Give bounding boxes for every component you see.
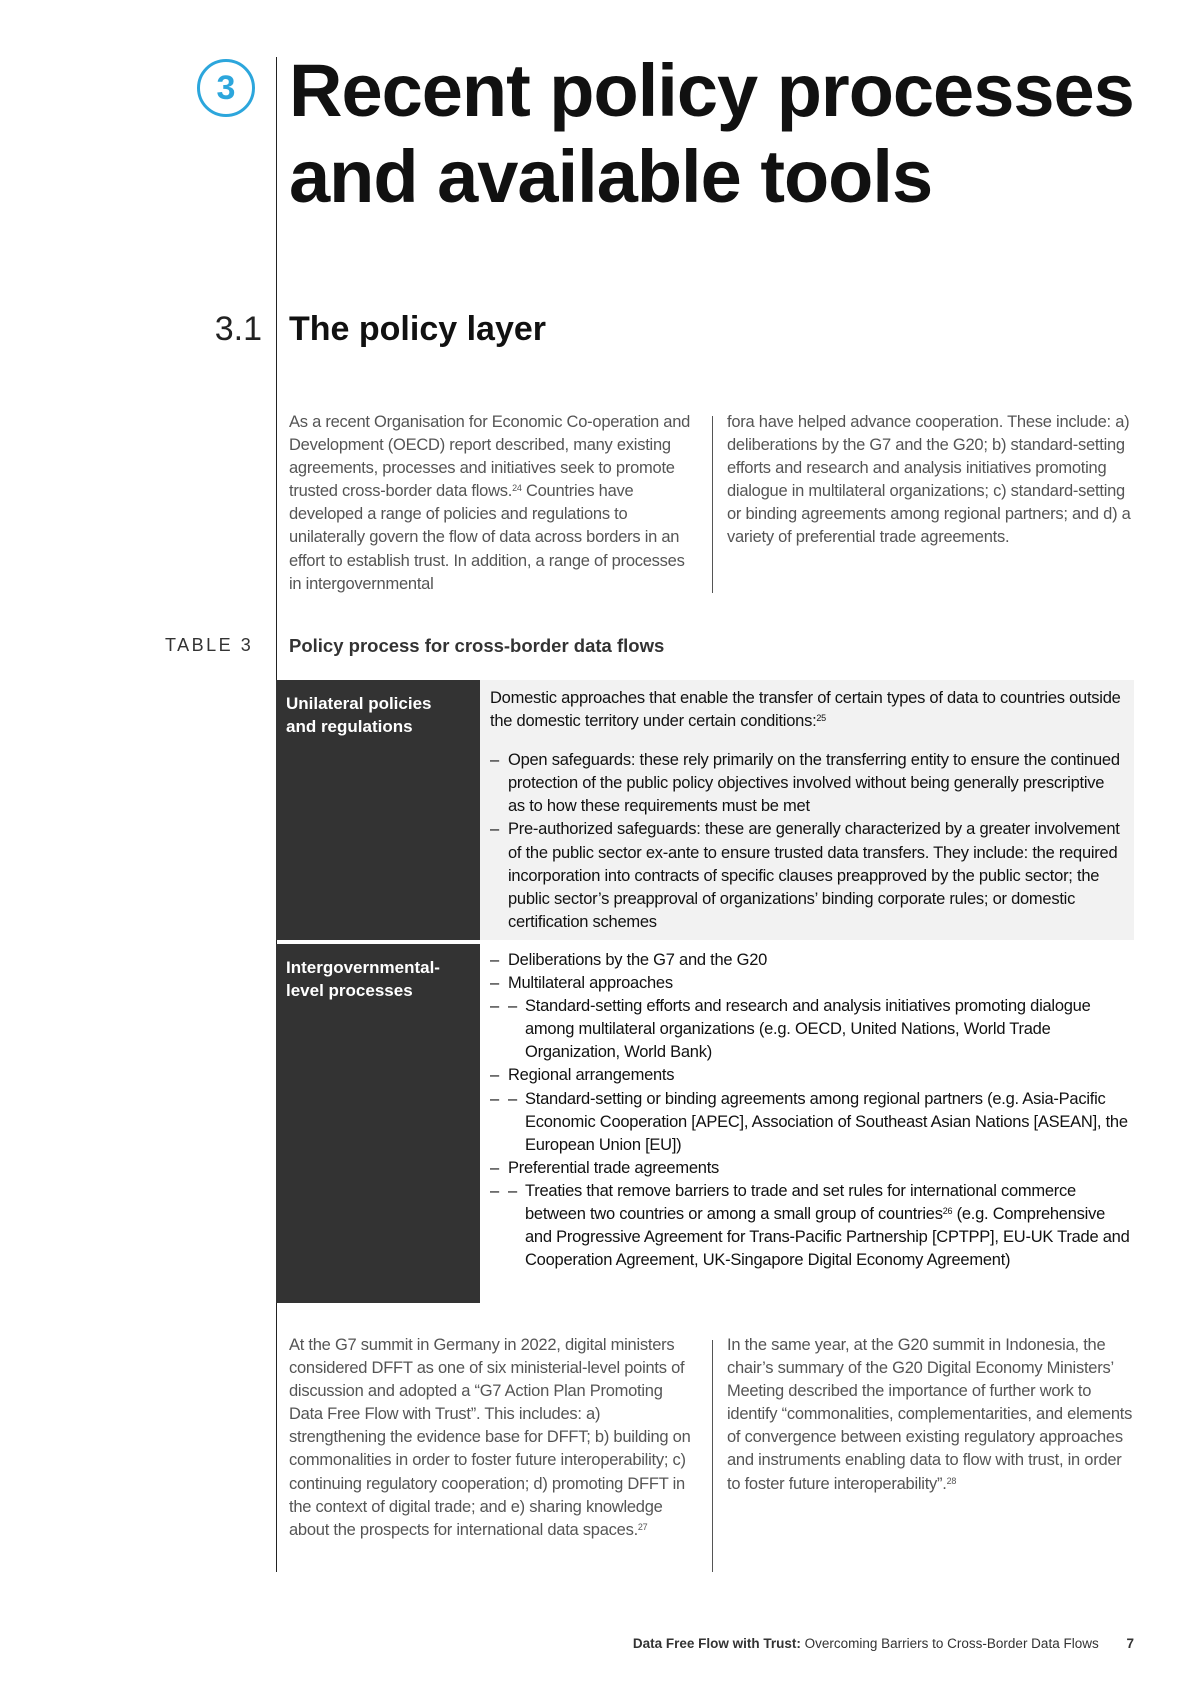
- intro-paragraph-right: fora have helped advance cooperation. These include: a) deliberations by the G7 and the G20; b) standard-setting efforts and research and analysis initiatives promoting dialogue in multilateral organizations; c) standard-setting or binding agreements among regional partners; and d) a variety of preferential trade agreements.: [727, 413, 1131, 547]
- column-divider: [712, 1340, 713, 1572]
- sub-list-wrapper: [490, 1180, 1130, 1272]
- list-item: – – Standard-setting efforts and research and analysis initiatives promoting dialogue among multilateral organizations (e.g. OECD, United Nations, World Trade Organization, World Bank): [508, 995, 1130, 1064]
- list-item: – Open safeguards: these rely primarily on the transferring entity to ensure the continued protection of the public policy objectives involved without being generally prescriptive as to how these requirements must be met: [490, 749, 1125, 818]
- table-label: TABLE 3: [165, 635, 254, 655]
- sub-list-wrapper: [490, 995, 1130, 1064]
- list-item: – Regional arrangements: [490, 1064, 1130, 1087]
- sub-bullet-list: [508, 1180, 1130, 1272]
- list-item-text: (e.g. Comprehensive and Progressive Agreement for Trans-Pacific Partnership [CPTPP], EU-UK Trade and Cooperation Agreement, UK-Singapore Digital Economy Agreement): [525, 1205, 1130, 1270]
- table-title: Policy process for cross-border data flows: [289, 635, 665, 656]
- intro-left-text-a: As a recent Organisation for Economic Co-operation and Development (OECD) report described, many existing agreements, processes and initiatives seek to promote trusted cross-border data flows.: [289, 413, 691, 501]
- intro-paragraph-left: [289, 411, 699, 596]
- chapter-title: [289, 48, 1169, 220]
- section-number: 3.1: [214, 310, 262, 348]
- closing-right-text: In the same year, at the G20 summit in Indonesia, the chair’s summary of the G20 Digital Economy Ministers’ Meeting described the importance of further work to identify “commonalities, complementarities, and elements of convergence between existing regulatory approaches and instruments enabling data to flow with trust, in order to foster future interoperability”.: [727, 1336, 1133, 1493]
- list-item: – Preferential trade agreements: [490, 1157, 1130, 1180]
- row-unilateral-intro-text: Domestic approaches that enable the transfer of certain types of data to countries outside the domestic territory under certain conditions:: [490, 689, 1121, 731]
- row-label-intergovernmental: Intergovernmental-level processes: [286, 958, 440, 1000]
- footer-subtitle: Overcoming Barriers to Cross-Border Data Flows: [804, 1636, 1099, 1651]
- row-label-unilateral: Unilateral policies and regulations: [286, 694, 432, 736]
- row-intergovernmental-bullet-list: [490, 949, 1130, 1272]
- sub-bullet-list: [508, 1088, 1130, 1157]
- intro-left-text-b: Countries have developed a range of policies and regulations to unilaterally govern the flow of data across borders in an effort to establish trust. In addition, a range of processes in intergovernmental: [289, 482, 685, 593]
- table-row-content-cell: [480, 680, 1134, 940]
- footnote-ref-26: 26: [942, 1206, 953, 1217]
- chapter-number-badge: 3: [197, 59, 255, 117]
- list-item: [508, 1180, 1130, 1272]
- footer-title: Data Free Flow with Trust:: [632, 1636, 801, 1651]
- section-title: The policy layer: [289, 310, 546, 348]
- sub-bullet-list: [508, 995, 1130, 1064]
- footnote-ref-28: 28: [946, 1475, 957, 1486]
- page-number: 7: [1126, 1636, 1134, 1651]
- list-item: [490, 972, 1130, 995]
- row-unilateral-content: [490, 687, 1125, 934]
- chapter-title-line-2: and available tools: [289, 135, 933, 218]
- list-item-text: Multilateral approaches: [508, 974, 673, 993]
- footnote-ref-25: 25: [816, 713, 826, 724]
- row-unilateral-intro: [490, 687, 1125, 733]
- chapter-title-line-1: Recent policy processes: [289, 49, 1134, 132]
- column-divider: [712, 416, 713, 593]
- list-item: – Deliberations by the G7 and the G20: [490, 949, 1130, 972]
- table-row-label-cell: [276, 680, 480, 940]
- sub-list-wrapper: [490, 1088, 1130, 1157]
- closing-paragraph-right: [727, 1334, 1137, 1496]
- closing-paragraph-left: [289, 1334, 699, 1542]
- row-unilateral-bullet-list: [490, 749, 1125, 934]
- footnote-ref-27: 27: [637, 1521, 648, 1532]
- list-item: – – Standard-setting or binding agreements among regional partners (e.g. Asia-Pacific Economic Cooperation [APEC], Association of Southeast Asian Nations [ASEAN], the European Union [EU]): [508, 1088, 1130, 1157]
- closing-left-text: At the G7 summit in Germany in 2022, digital ministers considered DFFT as one of six ministerial-level points of discussion and adopted a “G7 Action Plan Promoting Data Free Flow with Trust”. This includes: a) strengthening the evidence base for DFFT; b) building on commonalities in order to foster future interoperability; c) continuing regulatory cooperation; d) promoting DFFT in the context of digital trade; and e) sharing knowledge about the prospects for international data spaces.: [289, 1336, 691, 1539]
- row-intergovernmental-content: [490, 949, 1130, 1272]
- table-row-label-cell: [276, 944, 480, 1303]
- page-footer: [633, 1636, 1134, 1651]
- list-item-text: Treaties that remove barriers to trade and set rules for international commerce between two countries or among a small group of countries: [525, 1181, 1076, 1224]
- footnote-ref-24: 24: [512, 483, 522, 494]
- list-item: – Pre-authorized safeguards: these are generally characterized by a greater involvement of the public sector ex-ante to ensure trusted data transfers. They include: the required incorporation into contracts of specific clauses preapproved by the public sector; the public sector’s preapproval of organizations’ binding corporate rules; or domestic certification schemes: [490, 818, 1125, 933]
